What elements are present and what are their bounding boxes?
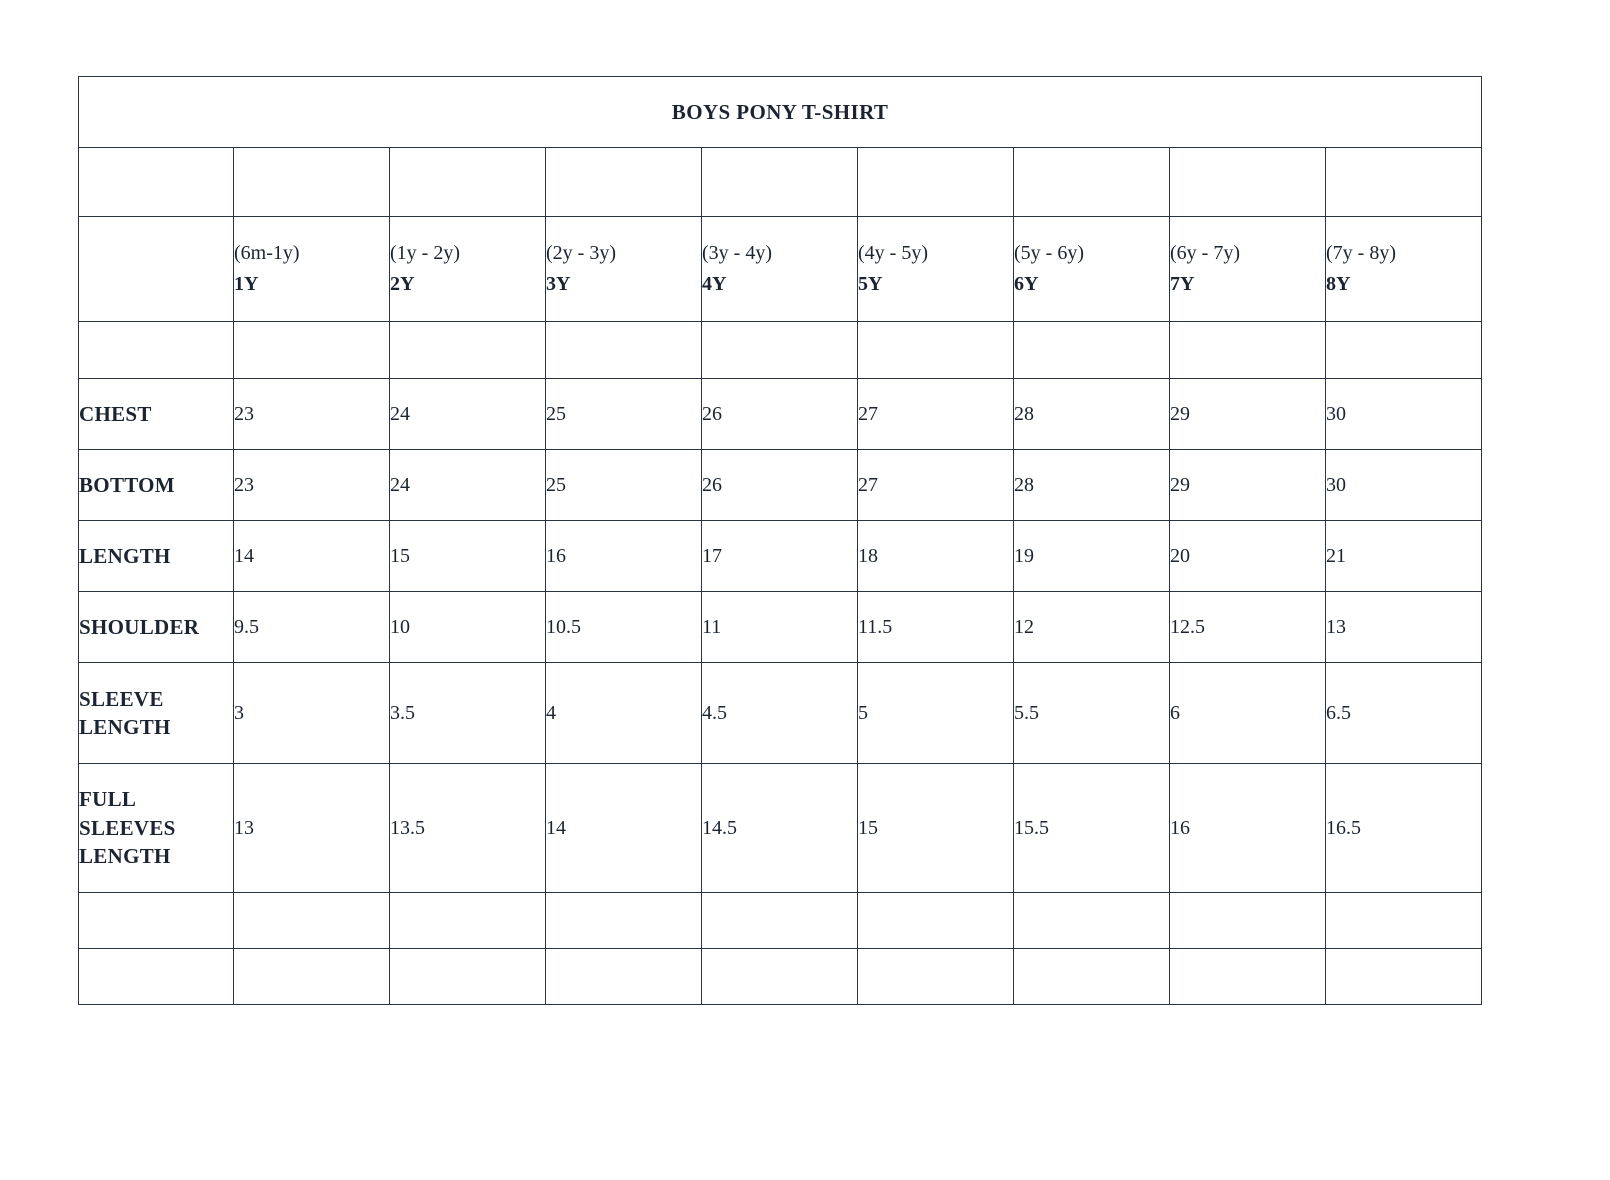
spacer-cell	[234, 322, 390, 379]
column-age-label: 1Y	[234, 273, 259, 295]
cell-shoulder-8y: 13	[1326, 592, 1482, 663]
cell-full-sleeves-length-8y: 16.5	[1326, 764, 1482, 893]
spacer-cell	[390, 893, 546, 949]
cell-chest-3y: 25	[546, 379, 702, 450]
spacer-cell	[1326, 893, 1482, 949]
column-age-label: 2Y	[390, 273, 415, 295]
spacer-cell	[858, 322, 1014, 379]
cell-full-sleeves-length-4y: 14.5	[702, 764, 858, 893]
cell-chest-7y: 29	[1170, 379, 1326, 450]
table-spacer-row	[79, 893, 1482, 949]
cell-sleeve-length-5y: 5	[858, 663, 1014, 764]
cell-length-2y: 15	[390, 521, 546, 592]
column-header-8y	[1326, 217, 1482, 322]
cell-sleeve-length-4y: 4.5	[702, 663, 858, 764]
cell-full-sleeves-length-7y: 16	[1170, 764, 1326, 893]
spacer-cell	[546, 148, 702, 217]
column-age-label: 3Y	[546, 273, 571, 295]
cell-chest-4y: 26	[702, 379, 858, 450]
spacer-cell	[702, 949, 858, 1005]
spacer-cell	[1170, 148, 1326, 217]
spacer-cell	[702, 322, 858, 379]
cell-length-3y: 16	[546, 521, 702, 592]
row-label-shoulder: SHOULDER	[79, 592, 234, 663]
column-age-range: (7y - 8y)	[1326, 242, 1396, 264]
row-label-chest: CHEST	[79, 379, 234, 450]
column-age-label: 4Y	[702, 273, 727, 295]
row-label-length: LENGTH	[79, 521, 234, 592]
table-header-row	[79, 217, 1482, 322]
spacer-cell	[390, 148, 546, 217]
row-label-full-sleeves-length: FULL SLEEVES LENGTH	[79, 764, 234, 893]
spacer-cell	[1014, 148, 1170, 217]
column-age-range: (6y - 7y)	[1170, 242, 1240, 264]
spacer-cell	[1326, 949, 1482, 1005]
table-spacer-row	[79, 322, 1482, 379]
table-spacer-row	[79, 949, 1482, 1005]
size-chart-sheet	[78, 76, 1482, 1005]
cell-length-1y: 14	[234, 521, 390, 592]
spacer-cell	[1326, 148, 1482, 217]
spacer-cell	[1170, 893, 1326, 949]
header-corner-cell	[79, 217, 234, 322]
cell-chest-1y: 23	[234, 379, 390, 450]
cell-shoulder-2y: 10	[390, 592, 546, 663]
column-header-4y	[702, 217, 858, 322]
page-title: BOYS PONY T-SHIRT	[79, 77, 1482, 148]
spacer-cell	[546, 322, 702, 379]
table-title-row	[79, 77, 1482, 148]
cell-full-sleeves-length-2y: 13.5	[390, 764, 546, 893]
cell-chest-8y: 30	[1326, 379, 1482, 450]
cell-shoulder-7y: 12.5	[1170, 592, 1326, 663]
spacer-cell	[858, 893, 1014, 949]
spacer-cell	[390, 949, 546, 1005]
column-age-range: (4y - 5y)	[858, 242, 928, 264]
cell-chest-2y: 24	[390, 379, 546, 450]
spacer-cell	[858, 148, 1014, 217]
column-age-label: 6Y	[1014, 273, 1039, 295]
table-row	[79, 764, 1482, 893]
spacer-cell	[1014, 949, 1170, 1005]
cell-shoulder-4y: 11	[702, 592, 858, 663]
row-label-bottom: BOTTOM	[79, 450, 234, 521]
column-age-label: 8Y	[1326, 273, 1351, 295]
column-header-3y	[546, 217, 702, 322]
cell-shoulder-6y: 12	[1014, 592, 1170, 663]
cell-sleeve-length-2y: 3.5	[390, 663, 546, 764]
cell-bottom-2y: 24	[390, 450, 546, 521]
table-row	[79, 379, 1482, 450]
row-label-sleeve-length: SLEEVE LENGTH	[79, 663, 234, 764]
cell-bottom-4y: 26	[702, 450, 858, 521]
cell-length-4y: 17	[702, 521, 858, 592]
cell-sleeve-length-7y: 6	[1170, 663, 1326, 764]
column-age-range: (3y - 4y)	[702, 242, 772, 264]
spacer-cell	[390, 322, 546, 379]
spacer-cell	[79, 322, 234, 379]
spacer-cell	[858, 949, 1014, 1005]
cell-full-sleeves-length-1y: 13	[234, 764, 390, 893]
table-row	[79, 663, 1482, 764]
cell-length-5y: 18	[858, 521, 1014, 592]
spacer-cell	[79, 893, 234, 949]
column-age-label: 5Y	[858, 273, 883, 295]
column-age-label: 7Y	[1170, 273, 1195, 295]
cell-shoulder-3y: 10.5	[546, 592, 702, 663]
spacer-cell	[1170, 322, 1326, 379]
table-row	[79, 450, 1482, 521]
column-header-1y	[234, 217, 390, 322]
cell-bottom-6y: 28	[1014, 450, 1170, 521]
spacer-cell	[702, 893, 858, 949]
spacer-cell	[1014, 893, 1170, 949]
cell-chest-5y: 27	[858, 379, 1014, 450]
cell-length-8y: 21	[1326, 521, 1482, 592]
column-age-range: (5y - 6y)	[1014, 242, 1084, 264]
spacer-cell	[702, 148, 858, 217]
column-header-2y	[390, 217, 546, 322]
cell-full-sleeves-length-5y: 15	[858, 764, 1014, 893]
cell-bottom-8y: 30	[1326, 450, 1482, 521]
spacer-cell	[79, 949, 234, 1005]
table-row	[79, 521, 1482, 592]
spacer-cell	[234, 148, 390, 217]
cell-bottom-3y: 25	[546, 450, 702, 521]
cell-sleeve-length-6y: 5.5	[1014, 663, 1170, 764]
cell-length-6y: 19	[1014, 521, 1170, 592]
cell-bottom-5y: 27	[858, 450, 1014, 521]
spacer-cell	[1326, 322, 1482, 379]
cell-shoulder-1y: 9.5	[234, 592, 390, 663]
cell-bottom-1y: 23	[234, 450, 390, 521]
cell-sleeve-length-8y: 6.5	[1326, 663, 1482, 764]
column-age-range: (6m-1y)	[234, 242, 300, 264]
spacer-cell	[546, 949, 702, 1005]
column-age-range: (1y - 2y)	[390, 242, 460, 264]
cell-sleeve-length-1y: 3	[234, 663, 390, 764]
spacer-cell	[234, 949, 390, 1005]
spacer-cell	[546, 893, 702, 949]
spacer-cell	[79, 148, 234, 217]
cell-chest-6y: 28	[1014, 379, 1170, 450]
column-header-6y	[1014, 217, 1170, 322]
size-chart-table	[78, 76, 1482, 1005]
cell-bottom-7y: 29	[1170, 450, 1326, 521]
spacer-cell	[1014, 322, 1170, 379]
column-header-5y	[858, 217, 1014, 322]
cell-full-sleeves-length-3y: 14	[546, 764, 702, 893]
table-row	[79, 592, 1482, 663]
cell-full-sleeves-length-6y: 15.5	[1014, 764, 1170, 893]
column-age-range: (2y - 3y)	[546, 242, 616, 264]
spacer-cell	[1170, 949, 1326, 1005]
column-header-7y	[1170, 217, 1326, 322]
cell-sleeve-length-3y: 4	[546, 663, 702, 764]
cell-length-7y: 20	[1170, 521, 1326, 592]
table-spacer-row	[79, 148, 1482, 217]
spacer-cell	[234, 893, 390, 949]
cell-shoulder-5y: 11.5	[858, 592, 1014, 663]
